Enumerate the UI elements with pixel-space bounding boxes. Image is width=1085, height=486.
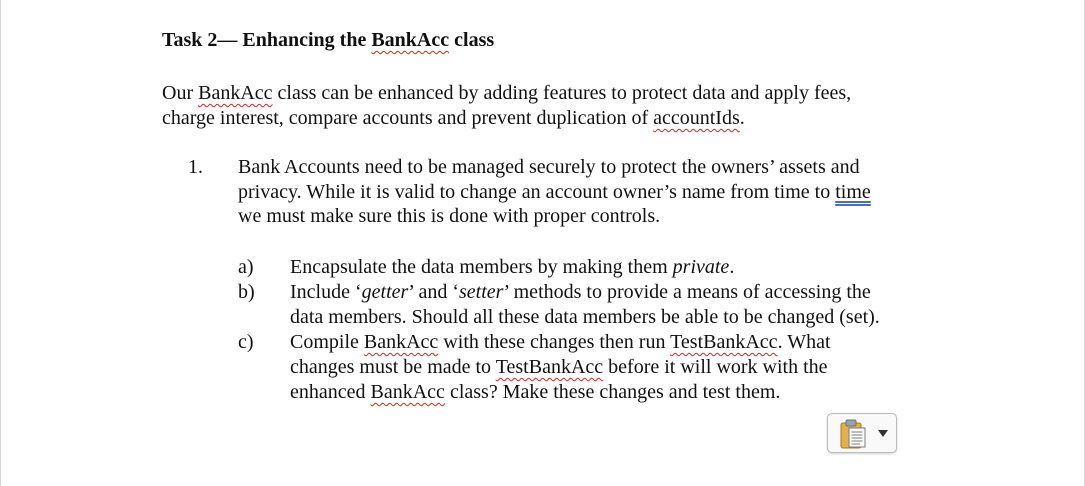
- subitem-c-l1-class: BankAcc: [363, 331, 439, 353]
- subitem-c-l1-mid: with these changes then run: [438, 331, 671, 353]
- intro-class-name: BankAcc: [198, 82, 273, 104]
- subitem-c-l1-pre: Compile: [290, 331, 364, 353]
- subitem-b-mid: ’ and ‘: [408, 281, 460, 303]
- page-border-left: [0, 0, 1, 486]
- intro-line-2: [162, 106, 745, 130]
- item1-line-3: we must make sure this is done with proper controls.: [238, 205, 661, 227]
- subitem-b-line-1: [290, 280, 871, 304]
- clipboard-icon: [838, 418, 872, 450]
- subitem-c-l2-test: TestBankAcc: [495, 356, 604, 378]
- subitem-c-line-2: [290, 355, 828, 379]
- intro-line2-end: .: [739, 107, 745, 129]
- triangle-down-icon[interactable]: [878, 430, 888, 437]
- item1-line2-text: privacy. While it is valid to change an account owner’s name from time to: [238, 181, 836, 203]
- subitem-a-private: private: [672, 256, 730, 278]
- subitem-c-l2-end: before it will work with the: [603, 356, 828, 378]
- subitem-c-l3-pre: enhanced: [290, 381, 371, 403]
- subitem-b-post: ’ methods to provide a means of accessing the: [503, 281, 871, 303]
- subitem-b-pre: Include ‘: [290, 281, 362, 303]
- intro-line2-text: charge interest, compare accounts and prevent duplication of: [162, 107, 654, 129]
- subitem-c-l3-class: BankAcc: [370, 381, 445, 403]
- heading-prefix: Task 2— Enhancing the: [162, 29, 372, 51]
- subitem-a-end: .: [729, 256, 735, 278]
- subitem-a-plain: Encapsulate the data members by making them: [290, 256, 673, 278]
- subitem-a-marker: a): [238, 256, 254, 278]
- subitem-c-line-3: [290, 380, 780, 404]
- subitem-c-l1-test: TestBankAcc: [670, 331, 778, 353]
- item1-time: time: [835, 181, 871, 203]
- task-heading: [162, 29, 494, 52]
- subitem-b-line-2: data members. Should all these data members be able to be changed (set).: [290, 306, 880, 328]
- item1-line-2: [238, 180, 871, 204]
- intro-line-1: [162, 81, 851, 105]
- heading-suffix: class: [449, 29, 495, 51]
- item1-line-1: Bank Accounts need to be managed securely to protect the owners’ assets and: [238, 156, 860, 178]
- subitem-a-text: [290, 255, 734, 279]
- subitem-c-l2-pre: changes must be made to: [290, 356, 496, 378]
- intro-account-ids: accountIds: [653, 107, 740, 129]
- list-number-1: 1.: [188, 156, 203, 178]
- intro-our: Our: [162, 82, 199, 104]
- subitem-c-marker: c): [238, 331, 254, 353]
- paste-options-button[interactable]: [827, 413, 897, 453]
- subitem-c-line-1: [290, 330, 831, 354]
- heading-class-name: BankAcc: [371, 29, 450, 51]
- subitem-b-setter: setter: [459, 281, 504, 303]
- subitem-c-l3-end: class? Make these changes and test them.: [444, 381, 781, 403]
- intro-line1-rest: class can be enhanced by adding features to protect data and apply fees,: [272, 82, 852, 104]
- subitem-c-l1-end: . What: [777, 331, 831, 353]
- subitem-b-marker: b): [238, 281, 255, 303]
- subitem-b-getter: getter: [361, 281, 409, 303]
